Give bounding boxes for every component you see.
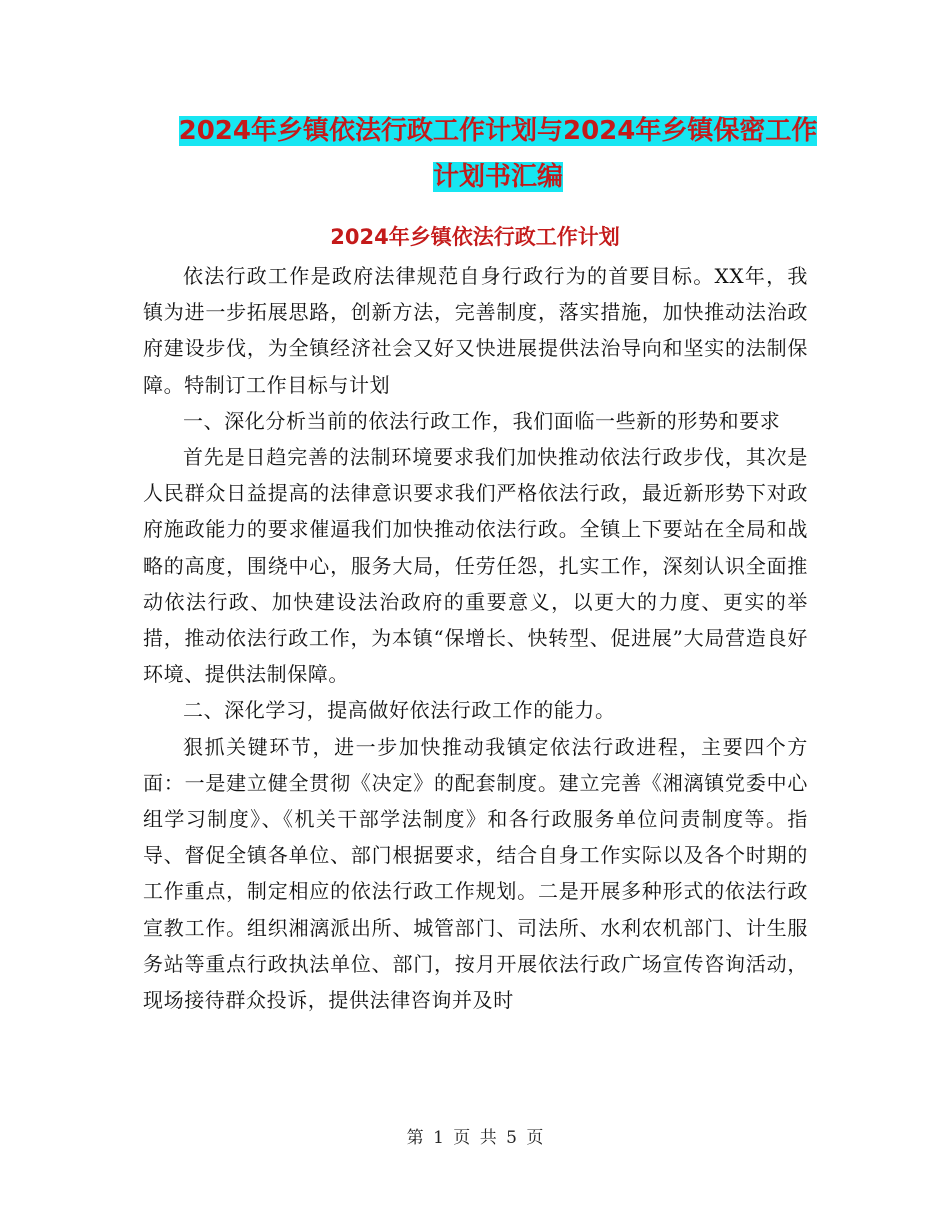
section-title: 2024年乡镇依法行政工作计划	[330, 225, 620, 249]
document-title-line-2: 计划书汇编	[432, 162, 563, 192]
paragraph-heading-1: 一、深化分析当前的依法行政工作，我们面临一些新的形势和要求	[183, 408, 781, 433]
paragraph-heading-2: 二、深化学习，提高做好依法行政工作的能力。	[183, 698, 616, 723]
paragraph-body-2: 狠抓关键环节，进一步加快推动我镇定依法行政进程，主要四个方面：一是建立健全贯彻《决定》的配套制度。建立完善《湘漓镇党委中心组学习制度》、《机关干部学法制度》和各行政服务单位问责制度等。指导、督促全镇各单位、部门根据要求，结合自身工作实际以及各个时期的工作重点，制定相应的依法行政工作规划。二是开展多种形式的依法行政宣教工作。组织湘漓派出所、城管部门、司法所、水利农机部门、计生服务站等重点行政执法单位、部门，按月开展依法行政广场宣传咨询活动，现场接待群众投诉，提供法律咨询并及时	[143, 734, 808, 1013]
paragraph-intro: 依法行政工作是政府法律规范自身行政行为的首要目标。XX年，我镇为进一步拓展思路，创新方法，完善制度，落实措施，加快推动法治政府建设步伐，为全镇经济社会又好又快进展提供法治导向和坚实的法制保障。特制订工作目标与计划	[143, 264, 808, 397]
document-title-line-1: 2024年乡镇依法行政工作计划与2024年乡镇保密工作	[178, 116, 818, 146]
document-body	[143, 258, 808, 1018]
document-title	[140, 108, 856, 200]
page-footer: 第 1 页 共 5 页	[406, 1128, 544, 1148]
paragraph-body-1: 首先是日趋完善的法制环境要求我们加快推动依法行政步伐，其次是人民群众日益提高的法律意识要求我们严格依法行政，最近新形势下对政府施政能力的要求催逼我们加快推动依法行政。全镇上下要站在全局和战略的高度，围绕中心，服务大局，任劳任怨，扎实工作，深刻认识全面推动依法行政、加快建设法治政府的重要意义，以更大的力度、更实的举措，推动依法行政工作，为本镇“保增长、快转型、促进展”大局营造良好环境、提供法制保障。	[143, 445, 808, 687]
